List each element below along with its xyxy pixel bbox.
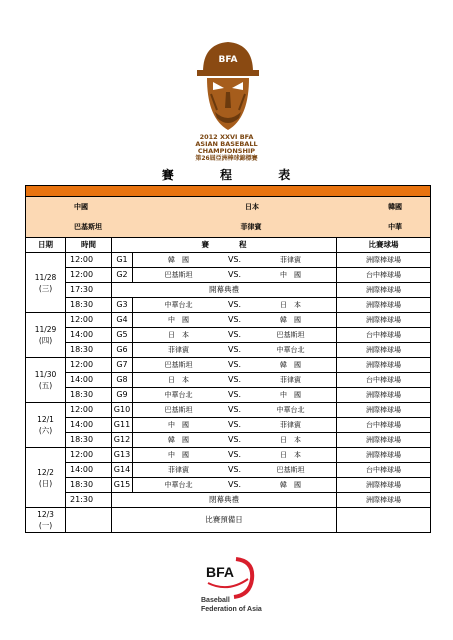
vs-label: VS. (227, 315, 242, 324)
venue-cell: 洲際棒球場 (337, 298, 431, 313)
date-cell (26, 253, 66, 313)
matchup-cell (133, 448, 337, 463)
schedule-row (26, 253, 431, 268)
venue-cell: 台中棒球場 (337, 268, 431, 283)
time-cell: 18:30 (66, 388, 112, 403)
away-team: 菲律賓 (280, 376, 301, 384)
date-text: 11/29 (34, 325, 57, 334)
home-team: 中 國 (168, 451, 189, 459)
game-number-cell: G3 (112, 298, 133, 313)
schedule-row (26, 478, 431, 493)
matchup-cell (133, 253, 337, 268)
pool-team: 日本 (245, 203, 260, 211)
home-team: 中 國 (168, 316, 189, 324)
championship-name-1: ASIAN BASEBALL (195, 140, 258, 148)
venue-cell: 台中棒球場 (337, 463, 431, 478)
column-header-venue: 比賽球場 (337, 238, 431, 253)
away-team: 日 本 (280, 301, 301, 309)
game-number-cell: G15 (112, 478, 133, 493)
championship-logo (193, 38, 263, 132)
matchup-cell (133, 418, 337, 433)
date-cell (26, 508, 66, 533)
schedule-row (26, 388, 431, 403)
schedule-row (26, 448, 431, 463)
time-cell: 18:30 (66, 478, 112, 493)
venue-cell: 洲際棒球場 (337, 448, 431, 463)
game-number-cell: G4 (112, 313, 133, 328)
matchup-cell (133, 463, 337, 478)
orange-band-row (26, 186, 431, 197)
away-team: 中華台北 (276, 346, 305, 354)
time-cell: 12:00 (66, 253, 112, 268)
title-char: 程 (219, 168, 233, 182)
game-number-cell: G14 (112, 463, 133, 478)
away-team: 巴基斯坦 (276, 331, 305, 339)
championship-name-2: CHAMPIONSHIP (197, 147, 256, 155)
date-text: 12/3 (37, 510, 54, 519)
time-cell: 12:00 (66, 403, 112, 418)
event-cell: 比賽預備日 (112, 508, 337, 533)
column-header-time: 時間 (66, 238, 112, 253)
schedule-row (26, 328, 431, 343)
time-cell: 12:00 (66, 448, 112, 463)
schedule-row (26, 508, 431, 533)
footer-line-1: Baseball (201, 597, 230, 604)
home-team: 巴基斯坦 (164, 271, 193, 279)
vs-label: VS. (227, 360, 242, 369)
vs-label: VS. (227, 255, 242, 264)
matchup-cell (133, 343, 337, 358)
away-team: 日 本 (280, 436, 301, 444)
time-cell: 12:00 (66, 268, 112, 283)
vs-label: VS. (227, 345, 242, 354)
vs-label: VS. (227, 435, 242, 444)
venue-cell: 台中棒球場 (337, 328, 431, 343)
home-team: 日 本 (168, 376, 189, 384)
matchup-cell (133, 433, 337, 448)
away-team: 中 國 (280, 271, 301, 279)
time-cell (66, 508, 112, 533)
matchup-cell (133, 268, 337, 283)
home-team: 菲律賓 (168, 466, 189, 474)
schedule-row (26, 403, 431, 418)
championship-chinese: 第26屆亞洲棒球錦標賽 (195, 155, 258, 162)
schedule-row (26, 313, 431, 328)
time-cell: 14:00 (66, 418, 112, 433)
date-text: 11/30 (34, 370, 57, 379)
bfa-logo-text: BFA (206, 564, 234, 580)
time-cell: 12:00 (66, 313, 112, 328)
time-cell: 14:00 (66, 463, 112, 478)
bfa-logo (198, 553, 258, 603)
vs-label: VS. (227, 390, 242, 399)
schedule-row (26, 343, 431, 358)
title-char: 賽 (161, 168, 175, 182)
date-text: 11/28 (34, 272, 57, 282)
venue-cell: 洲際棒球場 (337, 388, 431, 403)
page-title (0, 166, 453, 183)
title-char: 表 (278, 168, 292, 182)
game-number-cell: G2 (112, 268, 133, 283)
event-cell: 閉幕典禮 (112, 493, 337, 508)
game-number-cell: G7 (112, 358, 133, 373)
home-team: 日 本 (168, 331, 189, 339)
away-team: 日 本 (280, 451, 301, 459)
away-team: 韓 國 (280, 316, 301, 324)
schedule-row (26, 433, 431, 448)
column-header-schedule: 賽 程 (112, 238, 337, 253)
venue-cell: 洲際棒球場 (337, 358, 431, 373)
away-team: 巴基斯坦 (276, 466, 305, 474)
home-team: 中華台北 (164, 481, 193, 489)
schedule-row (26, 283, 431, 298)
time-cell: 18:30 (66, 298, 112, 313)
pool-team: 韓國 (388, 203, 403, 211)
schedule-table (25, 185, 431, 533)
vs-label: VS. (227, 480, 242, 489)
vs-label: VS. (227, 465, 242, 474)
date-cell (26, 358, 66, 403)
home-team: 中華台北 (164, 391, 193, 399)
pool-team: 巴基斯坦 (74, 223, 102, 231)
date-cell (26, 448, 66, 508)
home-team: 韓 國 (168, 436, 189, 444)
pool-row-2 (26, 217, 431, 238)
matchup-cell (133, 478, 337, 493)
date-cell (26, 313, 66, 358)
date-cell (26, 403, 66, 448)
schedule-row (26, 373, 431, 388)
event-cell: 開幕典禮 (112, 283, 337, 298)
vs-label: VS. (227, 270, 242, 279)
time-cell: 14:00 (66, 328, 112, 343)
game-number-cell: G8 (112, 373, 133, 388)
game-number-cell: G1 (112, 253, 133, 268)
vs-label: VS. (227, 405, 242, 414)
matchup-cell (133, 313, 337, 328)
weekday-text: (四) (38, 336, 53, 345)
weekday-text: (日) (38, 478, 53, 488)
schedule-row (26, 463, 431, 478)
time-cell: 18:30 (66, 433, 112, 448)
schedule-row (26, 298, 431, 313)
column-header-date: 日期 (26, 238, 66, 253)
vs-label: VS. (227, 375, 242, 384)
venue-cell: 洲際棒球場 (337, 478, 431, 493)
matchup-cell (133, 373, 337, 388)
away-team: 中 國 (280, 391, 301, 399)
time-cell: 21:30 (66, 493, 112, 508)
game-number-cell: G11 (112, 418, 133, 433)
time-cell: 14:00 (66, 373, 112, 388)
time-cell: 18:30 (66, 343, 112, 358)
game-number-cell: G13 (112, 448, 133, 463)
matchup-cell (133, 328, 337, 343)
matchup-cell (133, 298, 337, 313)
date-text: 12/1 (37, 415, 54, 424)
weekday-text: (六) (38, 426, 53, 435)
matchup-cell (133, 403, 337, 418)
pool-team: 菲律賓 (240, 223, 262, 231)
away-team: 菲律賓 (280, 256, 301, 264)
away-team: 韓 國 (280, 481, 301, 489)
schedule-row (26, 268, 431, 283)
game-number-cell: G6 (112, 343, 133, 358)
venue-cell: 洲際棒球場 (337, 343, 431, 358)
weekday-text: (一) (38, 521, 53, 530)
venue-cell: 洲際棒球場 (337, 493, 431, 508)
venue-cell: 洲際棒球場 (337, 433, 431, 448)
year-line: 2012 XXVI BFA (199, 133, 254, 141)
vs-label: VS. (227, 450, 242, 459)
vs-label: VS. (227, 420, 242, 429)
game-number-cell: G9 (112, 388, 133, 403)
time-cell: 12:00 (66, 358, 112, 373)
vs-label: VS. (227, 300, 242, 309)
venue-cell: 洲際棒球場 (337, 313, 431, 328)
schedule-row (26, 358, 431, 373)
weekday-text: (三) (38, 283, 53, 293)
venue-cell: 洲際棒球場 (337, 283, 431, 298)
away-team: 韓 國 (280, 361, 301, 369)
vs-label: VS. (227, 330, 242, 339)
schedule-row (26, 493, 431, 508)
game-number-cell: G10 (112, 403, 133, 418)
time-cell: 17:30 (66, 283, 112, 298)
venue-cell (337, 508, 431, 533)
home-team: 巴基斯坦 (164, 361, 193, 369)
home-team: 中華台北 (164, 301, 193, 309)
venue-cell: 台中棒球場 (337, 418, 431, 433)
home-team: 菲律賓 (168, 346, 189, 354)
away-team: 菲律賓 (280, 421, 301, 429)
schedule-row (26, 418, 431, 433)
home-team: 韓 國 (168, 256, 189, 264)
game-number-cell: G12 (112, 433, 133, 448)
pool-team: 中國 (74, 203, 88, 211)
venue-cell: 洲際棒球場 (337, 253, 431, 268)
pool-row-1 (26, 197, 431, 218)
away-team: 中華台北 (276, 406, 305, 414)
venue-cell: 台中棒球場 (337, 373, 431, 388)
pool-team: 中華 (388, 223, 403, 231)
weekday-text: (五) (38, 381, 53, 390)
home-team: 巴基斯坦 (164, 406, 193, 414)
matchup-cell (133, 358, 337, 373)
home-team: 中 國 (168, 421, 189, 429)
footer-line-2: Federation of Asia (201, 606, 262, 613)
game-number-cell: G5 (112, 328, 133, 343)
date-text: 12/2 (37, 467, 54, 477)
logo-bfa-text: BFA (218, 55, 238, 65)
venue-cell: 洲際棒球場 (337, 403, 431, 418)
column-header-row (26, 238, 431, 253)
matchup-cell (133, 388, 337, 403)
